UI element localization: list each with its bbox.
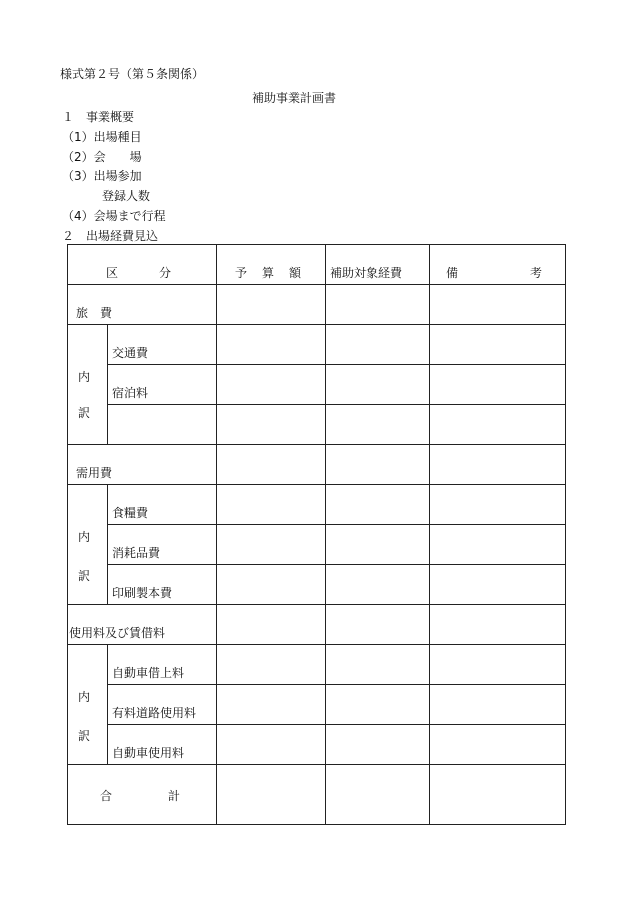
item-label-cell [108,325,217,365]
item-label: 自動車借上料 [112,666,185,680]
header-budget-a: 予 [235,266,248,280]
remarks-cell [430,645,566,685]
eligible-cell [326,485,430,525]
item-label: 印刷製本費 [112,586,173,600]
breakdown-label-a: 内 [78,690,91,704]
budget-cell [217,765,326,825]
eligible-cell [326,565,430,605]
budget-cell [217,645,326,685]
breakdown-label-cell [68,645,108,765]
group-label-cell [68,445,217,485]
eligible-cell [326,725,430,765]
item-label-cell [108,685,217,725]
item-label-cell [108,405,217,445]
budget-cell [217,605,326,645]
header-budget-b: 算 [262,266,275,280]
item-label-cell [108,365,217,405]
eligible-cell [326,285,430,325]
eligible-cell [326,365,430,405]
item-label-cell [108,565,217,605]
remarks-cell [430,525,566,565]
header-category-b: 分 [159,266,172,280]
table-header-row [68,245,566,285]
item-label: 交通費 [112,346,149,360]
table-row [68,605,566,645]
section1-heading: １ 事業概要 [62,110,135,124]
budget-cell [217,525,326,565]
eligible-cell [326,605,430,645]
eligible-cell [326,685,430,725]
section1-item-route: （4）会場まで行程 [62,209,166,223]
header-budget-c: 額 [289,266,302,280]
group-label: 旅 費 [76,306,113,320]
budget-cell [217,685,326,725]
group-label-cell [68,285,217,325]
table-row [68,285,566,325]
document-title: 補助事業計画書 [252,91,337,105]
budget-cell [217,445,326,485]
item-label: 有料道路使用料 [112,706,197,720]
remarks-cell [430,565,566,605]
table-row [68,725,566,765]
item-label-cell [108,525,217,565]
section1-item-venue: （2）会 場 [62,150,142,164]
total-label-b: 計 [168,789,181,803]
item-label-cell [108,485,217,525]
eligible-cell [326,405,430,445]
budget-cell [217,325,326,365]
table-row [68,445,566,485]
item-label: 自動車使用料 [112,746,185,760]
header-remarks-b: 考 [530,266,543,280]
table-row [68,325,566,365]
eligible-cell [326,325,430,365]
remarks-cell [430,325,566,365]
remarks-cell [430,485,566,525]
breakdown-label-a: 内 [78,530,91,544]
eligible-cell [326,525,430,565]
eligible-cell [326,645,430,685]
total-label-a: 合 [100,789,113,803]
breakdown-label-cell [68,485,108,605]
table-row [68,525,566,565]
section2-heading: ２ 出場経費見込 [62,229,159,243]
table-row [68,565,566,605]
eligible-cell [326,765,430,825]
remarks-cell [430,765,566,825]
eligible-cell [326,445,430,485]
table-row [68,645,566,685]
header-eligible [326,245,430,285]
budget-cell [217,405,326,445]
header-eligible-label: 補助対象経費 [330,266,403,280]
header-budget [217,245,326,285]
table-total-row [68,765,566,825]
breakdown-label-a: 内 [78,370,91,384]
total-label-cell [68,765,217,825]
remarks-cell [430,285,566,325]
budget-cell [217,485,326,525]
remarks-cell [430,605,566,645]
item-label: 食糧費 [112,506,149,520]
expense-table [67,244,566,825]
section1-item-participants: （3）出場参加 [62,169,142,183]
breakdown-label-b: 訳 [78,569,91,583]
section1-item-event: （1）出場種目 [62,130,142,144]
remarks-cell [430,685,566,725]
remarks-cell [430,725,566,765]
header-remarks-a: 備 [446,266,459,280]
remarks-cell [430,445,566,485]
table-row [68,365,566,405]
item-label: 宿泊料 [112,386,149,400]
item-label-cell [108,645,217,685]
group-label-cell [68,605,217,645]
table-row [68,685,566,725]
remarks-cell [430,365,566,405]
form-number: 様式第２号（第５条関係） [60,67,205,81]
item-label: 消耗品費 [112,546,161,560]
budget-cell [217,365,326,405]
section1-item-participants-cont: 登録人数 [102,189,151,203]
group-label: 使用料及び賃借料 [69,626,166,640]
breakdown-label-b: 訳 [78,406,91,420]
breakdown-label-b: 訳 [78,729,91,743]
header-remarks [430,245,566,285]
budget-cell [217,725,326,765]
budget-cell [217,285,326,325]
breakdown-label-cell [68,325,108,445]
table-row [68,405,566,445]
header-category [68,245,217,285]
header-category-a: 区 [106,266,119,280]
table-row [68,485,566,525]
budget-cell [217,565,326,605]
remarks-cell [430,405,566,445]
item-label-cell [108,725,217,765]
group-label: 需用費 [76,466,113,480]
